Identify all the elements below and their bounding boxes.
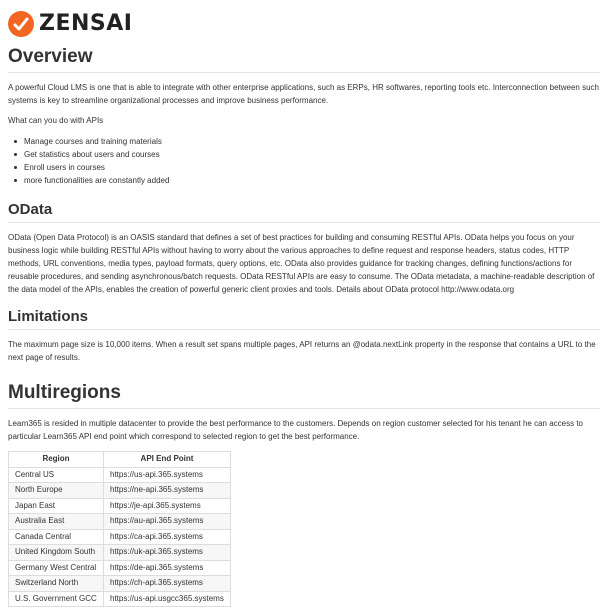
multiregions-divider bbox=[8, 408, 600, 409]
regions-table bbox=[8, 451, 231, 607]
table-row bbox=[9, 498, 231, 514]
region-cell: Switzerland North bbox=[9, 576, 104, 592]
region-cell: Canada Central bbox=[9, 529, 104, 545]
endpoint-cell[interactable]: https://ch-api.365.systems bbox=[104, 576, 231, 592]
endpoint-cell[interactable]: https://uk-api.365.systems bbox=[104, 545, 231, 561]
list-item: Get statistics about users and courses bbox=[24, 148, 169, 161]
endpoint-cell[interactable]: https://je-api.365.systems bbox=[104, 498, 231, 514]
region-cell: North Europe bbox=[9, 483, 104, 499]
limitations-body: The maximum page size is 10,000 items. When a result set spans multiple pages, API returns an @odata.nextLink property in the response that contains a URL to the next page of results. bbox=[8, 340, 596, 362]
endpoint-cell[interactable]: https://au-api.365.systems bbox=[104, 514, 231, 530]
multiregions-heading: Multiregions bbox=[8, 382, 121, 403]
apis-list bbox=[8, 135, 169, 187]
overview-intro: A powerful Cloud LMS is one that is able to integrate with other enterprise applications, such as ERPs, HR softwares, reporting tools etc. Interconnection between such systems is key to streamline organizational processes and improve business performance. bbox=[8, 83, 599, 105]
table-row bbox=[9, 483, 231, 499]
overview-divider bbox=[8, 72, 600, 73]
list-item: Manage courses and training materials bbox=[24, 135, 169, 148]
table-header-row bbox=[9, 452, 231, 468]
multiregions-body: Learn365 is resided in multiple datacenter to provide the best performance to the customers. Depends on region customer selected for his tenant he can access to particular Learn365 API end point which correspond to selected region to get the best performance. bbox=[8, 419, 583, 441]
endpoint-cell[interactable]: https://ne-api.365.systems bbox=[104, 483, 231, 499]
table-row bbox=[9, 467, 231, 483]
region-cell: U.S. Government GCC bbox=[9, 591, 104, 607]
odata-heading: OData bbox=[8, 201, 53, 218]
odata-body: OData (Open Data Protocol) is an OASIS standard that defines a set of best practices for building and consuming RESTful APIs. OData helps you focus on your business logic while building RESTful APIs without having to worry about the various approaches to define request and response headers, status codes, HTTP methods, URL conventions, media types, payload formats, query options, etc. OData also provides guidance for tracking changes, defining functions/actions for reusable procedures, and sending asynchronous/batch requests. OData RESTful APIs are easy to consume. The OData metadata, a machine-readable description of the data model of the APIs, enables the creation of powerful generic client proxies and tools. Details about OData protocol http://www.odata.org bbox=[8, 233, 595, 294]
limitations-divider bbox=[8, 329, 600, 330]
endpoint-cell[interactable]: https://de-api.365.systems bbox=[104, 560, 231, 576]
table-row bbox=[9, 545, 231, 561]
table-row bbox=[9, 514, 231, 530]
table-row bbox=[9, 560, 231, 576]
list-item: Enroll users in courses bbox=[24, 161, 169, 174]
brand-name: ZENSAI bbox=[39, 11, 133, 36]
zensai-logo-icon bbox=[8, 11, 34, 37]
limitations-heading: Limitations bbox=[8, 308, 89, 325]
endpoint-cell[interactable]: https://us-api.365.systems bbox=[104, 467, 231, 483]
overview-heading: Overview bbox=[8, 46, 93, 67]
endpoint-cell[interactable]: https://ca-api.365.systems bbox=[104, 529, 231, 545]
endpoint-column-header: API End Point bbox=[104, 452, 231, 468]
table-row bbox=[9, 591, 231, 607]
region-cell: Japan East bbox=[9, 498, 104, 514]
region-cell: Germany West Central bbox=[9, 560, 104, 576]
table-row bbox=[9, 529, 231, 545]
list-item: more functionalities are constantly added bbox=[24, 176, 170, 185]
region-cell: United Kingdom South bbox=[9, 545, 104, 561]
region-cell: Australia East bbox=[9, 514, 104, 530]
region-cell: Central US bbox=[9, 467, 104, 483]
odata-divider bbox=[8, 222, 600, 223]
endpoint-cell[interactable]: https://us-api.usgcc365.systems bbox=[104, 591, 231, 607]
region-column-header: Region bbox=[9, 452, 104, 468]
table-row bbox=[9, 576, 231, 592]
zensai-logo[interactable] bbox=[8, 10, 132, 38]
apis-heading: What can you do with APIs bbox=[8, 116, 104, 125]
